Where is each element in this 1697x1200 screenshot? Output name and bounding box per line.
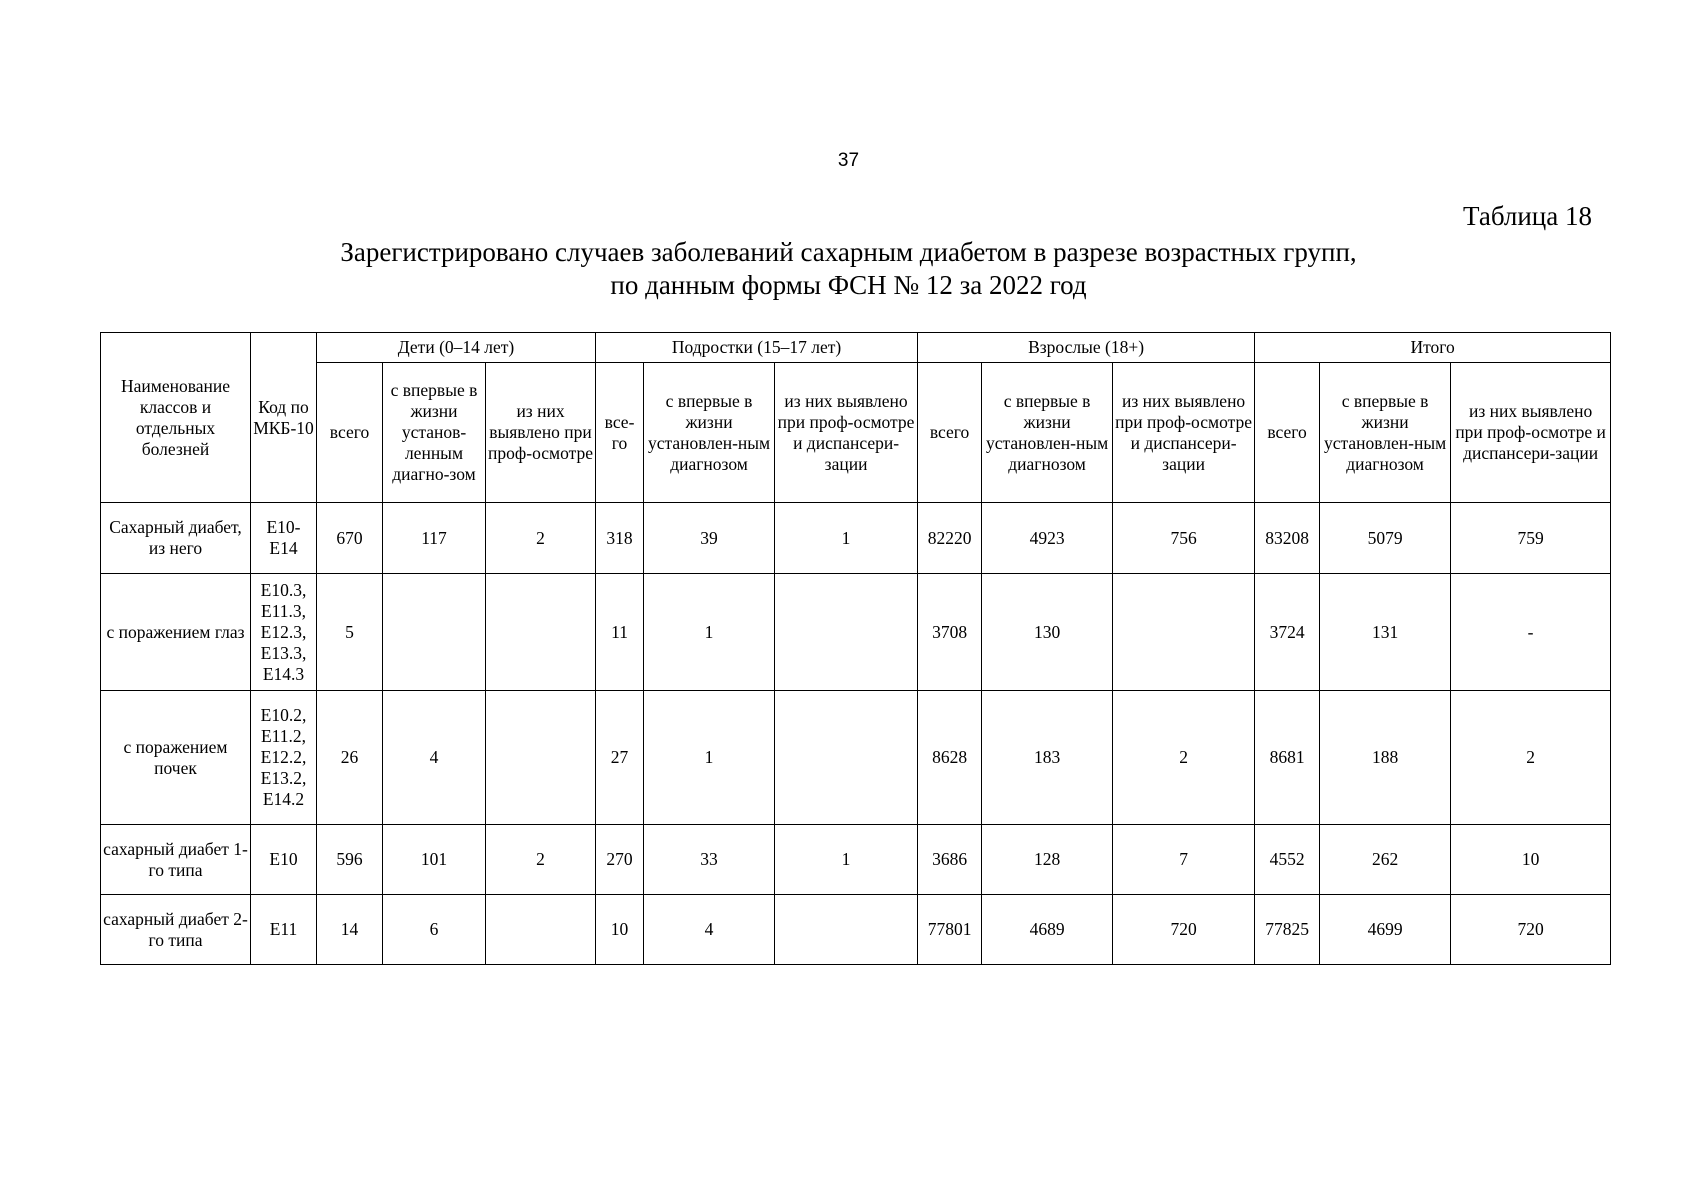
header-sub: с впервые в жизни установлен-ным диагнозом	[1320, 363, 1451, 503]
cell: 3708	[918, 574, 982, 691]
header-sub: всего	[918, 363, 982, 503]
row-code: E10.3, E11.3, E12.3, E13.3, E14.3	[251, 574, 317, 691]
cell	[383, 574, 486, 691]
row-code: E10-E14	[251, 503, 317, 574]
cell: 8628	[918, 691, 982, 825]
header-sub: из них выявлено при проф-осмотре	[486, 363, 596, 503]
page-number: 37	[837, 150, 860, 171]
header-code: Код по МКБ-10	[251, 333, 317, 503]
table-row	[101, 895, 1611, 965]
cell: 4699	[1320, 895, 1451, 965]
cell: 14	[317, 895, 383, 965]
header-sub: все-го	[596, 363, 644, 503]
cell: 2	[486, 825, 596, 895]
row-name: сахарный диабет 1-го типа	[101, 825, 251, 895]
cell	[486, 691, 596, 825]
cell: 7	[1113, 825, 1255, 895]
cell: 318	[596, 503, 644, 574]
table-title	[0, 236, 1697, 302]
cell: 39	[644, 503, 775, 574]
row-code: E11	[251, 895, 317, 965]
cell: 759	[1451, 503, 1611, 574]
cell	[775, 574, 918, 691]
cell: 82220	[918, 503, 982, 574]
header-group-children: Дети (0–14 лет)	[317, 333, 596, 363]
cell: 720	[1451, 895, 1611, 965]
cell	[775, 691, 918, 825]
header-sub: с впервые в жизни установ-ленным диагно-зом	[383, 363, 486, 503]
cell: 5	[317, 574, 383, 691]
table-row	[101, 691, 1611, 825]
row-code: E10.2, E11.2, E12.2, E13.2, E14.2	[251, 691, 317, 825]
cell: 2	[1113, 691, 1255, 825]
cell: 117	[383, 503, 486, 574]
header-group-adults: Взрослые (18+)	[918, 333, 1255, 363]
table-label: Таблица 18	[1463, 201, 1592, 231]
cell: 4552	[1255, 825, 1320, 895]
title-line-2: по данным формы ФСН № 12 за 2022 год	[610, 270, 1087, 300]
cell: 1	[775, 825, 918, 895]
cell: 10	[1451, 825, 1611, 895]
cell: -	[1451, 574, 1611, 691]
header-sub: всего	[1255, 363, 1320, 503]
title-line-1: Зарегистрировано случаев заболеваний сахарным диабетом в разрезе возрастных групп,	[340, 237, 1357, 267]
table-row	[101, 825, 1611, 895]
cell: 3724	[1255, 574, 1320, 691]
cell: 131	[1320, 574, 1451, 691]
cell: 5079	[1320, 503, 1451, 574]
header-sub: всего	[317, 363, 383, 503]
cell: 10	[596, 895, 644, 965]
cell: 596	[317, 825, 383, 895]
cell: 4	[644, 895, 775, 965]
cell: 77825	[1255, 895, 1320, 965]
cell: 1	[644, 691, 775, 825]
cell: 270	[596, 825, 644, 895]
cell: 8681	[1255, 691, 1320, 825]
cell	[1113, 574, 1255, 691]
cell: 183	[982, 691, 1113, 825]
header-sub: с впервые в жизни установлен-ным диагнозом	[644, 363, 775, 503]
row-name: с поражением глаз	[101, 574, 251, 691]
table-row	[101, 574, 1611, 691]
header-group-teens: Подростки (15–17 лет)	[596, 333, 918, 363]
cell: 3686	[918, 825, 982, 895]
row-code: E10	[251, 825, 317, 895]
header-sub: из них выявлено при проф-осмотре и диспансери-зации	[775, 363, 918, 503]
cell: 11	[596, 574, 644, 691]
row-name: сахарный диабет 2-го типа	[101, 895, 251, 965]
cell: 27	[596, 691, 644, 825]
cell: 262	[1320, 825, 1451, 895]
cell: 670	[317, 503, 383, 574]
cell: 77801	[918, 895, 982, 965]
cell: 2	[1451, 691, 1611, 825]
diabetes-table	[100, 332, 1611, 965]
cell: 2	[486, 503, 596, 574]
header-group-total: Итого	[1255, 333, 1611, 363]
cell: 33	[644, 825, 775, 895]
cell: 4689	[982, 895, 1113, 965]
cell: 128	[982, 825, 1113, 895]
header-sub: из них выявлено при проф-осмотре и диспансери-зации	[1451, 363, 1611, 503]
cell: 1	[644, 574, 775, 691]
row-name: Сахарный диабет, из него	[101, 503, 251, 574]
cell: 130	[982, 574, 1113, 691]
cell: 756	[1113, 503, 1255, 574]
cell: 4	[383, 691, 486, 825]
row-name: с поражением почек	[101, 691, 251, 825]
cell: 6	[383, 895, 486, 965]
cell	[775, 895, 918, 965]
cell: 4923	[982, 503, 1113, 574]
cell: 1	[775, 503, 918, 574]
cell: 83208	[1255, 503, 1320, 574]
cell: 188	[1320, 691, 1451, 825]
cell	[486, 895, 596, 965]
table-row	[101, 503, 1611, 574]
cell: 26	[317, 691, 383, 825]
header-name: Наименование классов и отдельных болезней	[101, 333, 251, 503]
cell	[486, 574, 596, 691]
header-sub: из них выявлено при проф-осмотре и диспансери-зации	[1113, 363, 1255, 503]
header-sub: с впервые в жизни установлен-ным диагнозом	[982, 363, 1113, 503]
cell: 101	[383, 825, 486, 895]
cell: 720	[1113, 895, 1255, 965]
